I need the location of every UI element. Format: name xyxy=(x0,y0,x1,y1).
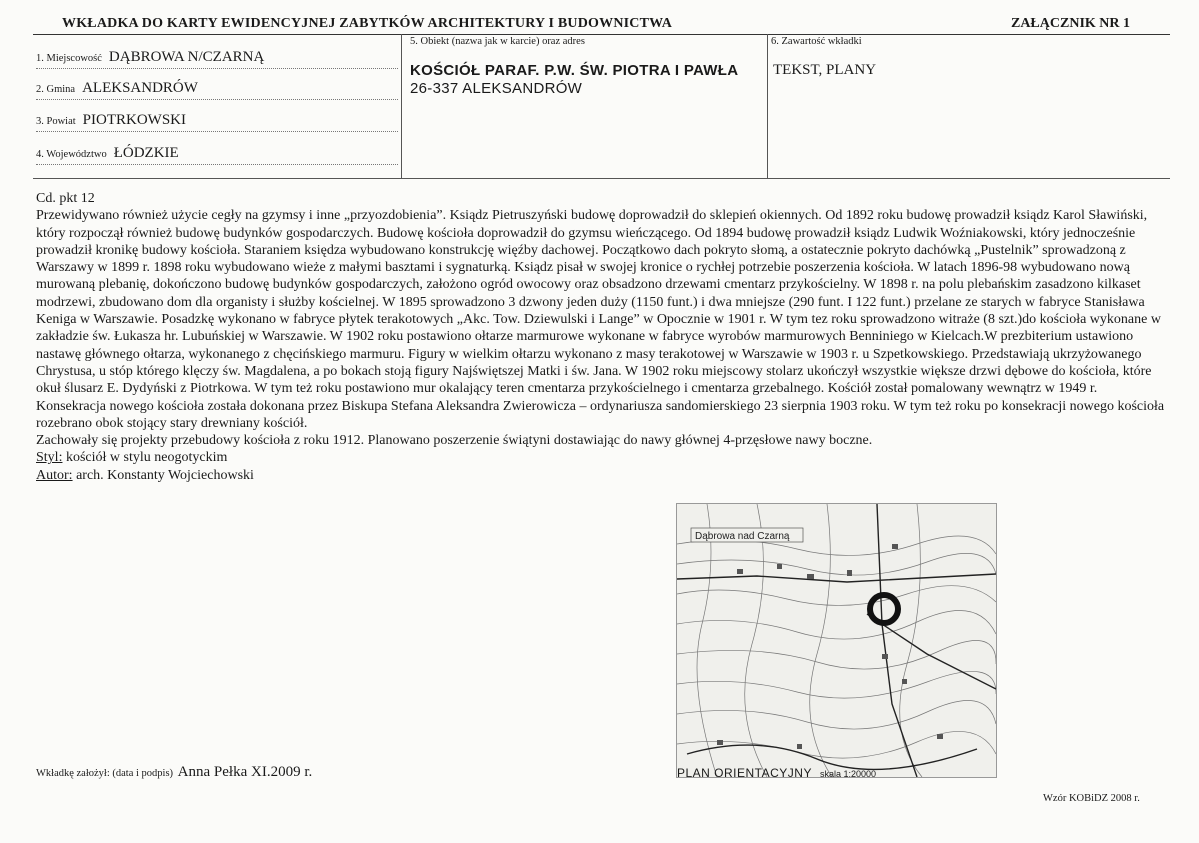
column-divider xyxy=(401,34,402,178)
orientation-map xyxy=(676,503,997,778)
field-commune xyxy=(36,79,398,100)
field-value: ŁÓDZKIE xyxy=(113,145,179,161)
body-text xyxy=(36,190,1168,484)
field-value: PIOTRKOWSKI xyxy=(82,112,187,128)
field-label: 2. Gmina xyxy=(36,84,76,95)
field-value: DĄBROWA N/CZARNĄ xyxy=(108,49,265,65)
map-place-label: Dąbrowa nad Czarną xyxy=(695,531,790,542)
prepared-by xyxy=(36,764,312,781)
attachment-number: ZAŁĄCZNIK NR 1 xyxy=(1010,16,1130,31)
field-voivodeship xyxy=(36,144,398,165)
author-value: arch. Konstanty Wojciechowski xyxy=(72,467,254,483)
contents-label: 6. Zawartość wkładki xyxy=(771,36,862,47)
style-value: kościół w stylu neogotyckim xyxy=(62,450,228,466)
header-rule xyxy=(33,34,1170,35)
contents-value: TEKST, PLANY xyxy=(773,62,877,78)
template-version: Wzór KOBiDZ 2008 r. xyxy=(1043,793,1140,804)
prepared-value: Anna Pełka XI.2009 r. xyxy=(177,764,313,780)
object-address: 26-337 ALEKSANDRÓW xyxy=(410,80,583,97)
map-title: PLAN ORIENTACYJNY xyxy=(677,766,812,780)
column-divider xyxy=(767,34,768,178)
author-label: Autor: xyxy=(36,467,73,483)
field-label: 4. Województwo xyxy=(36,149,107,160)
map-scale: skala 1:20000 xyxy=(819,769,877,779)
section-heading: Cd. pkt 12 xyxy=(36,191,95,206)
topographic-map-image xyxy=(677,504,996,777)
object-name: KOŚCIÓŁ PARAF. P.W. ŚW. PIOTRA I PAWŁA xyxy=(410,62,739,79)
form-bottom-rule xyxy=(33,178,1170,179)
prepared-label: Wkładkę założył: (data i podpis) xyxy=(36,768,174,779)
field-locality xyxy=(36,48,398,69)
projects-paragraph: Zachowały się projekty przebudowy kościoła z roku 1912. Planowano poszerzenie świątyni dostawiając do nawy głównej 4-przęsłowe nawy boczne. xyxy=(36,433,873,449)
document-title: WKŁADKA DO KARTY EWIDENCYJNEJ ZABYTKÓW ARCHITEKTURY I BUDOWNICTWA xyxy=(62,16,673,31)
style-label: Styl: xyxy=(36,450,63,466)
author-line xyxy=(36,467,1168,484)
style-line xyxy=(36,449,1168,466)
church-location-marker xyxy=(870,595,898,623)
field-county xyxy=(36,111,398,132)
field-label: 1. Miejscowość xyxy=(36,53,102,64)
object-label: 5. Obiekt (nazwa jak w karcie) oraz adres xyxy=(410,36,585,47)
history-paragraph: Przewidywano również użycie cegły na gzymsy i inne „przyozdobienia”. Ksiądz Pietruszyński budowę doprowadził do sklepień okiennych. Od 1892 roku budowę prowadził ksiądz Karol Sławiński, który rozpoczął również budowę budynków gospodarczych. Budowę kościoła doprowadził do gzymsu wieńczącego. Od 1894 budowę prowadził ksiądz Ludwik Woźniakowski, który jednocześnie prowadził kronikę budowy kościoła. Staraniem księdza wybudowano konstrukcję więźby dachowej. Początkowo dach pokryto słomą, a ostatecznie pokryto dachówką „Pustelnik” sprowadzoną z Warszawy w 1899 r. 1898 roku wybudowano wieże z małymi basztami i sygnaturką. Ksiądz pisał w swojej kronice o rychłej potrzebie poszerzenia kościoła. W latach 1896-98 wybudowano nową murowaną plebanię, dokończono budowę budynków gospodarczych, założono ogród owocowy oraz obsadzono drzewami cmentarz przykościelny. W 1898 r. na polu plebańskim zasadzono kilkaset modrzewi, zbudowano dom dla organisty i służby kościelnej. W 1895 sprowadzono 3 dzwony jeden duży (1150 funt.) i dwa mniejsze (290 funt. I 122 funt.) przelane ze starych w fabryce Stanisława Keniga w Warszawie. Posadzkę wykonano w fabryce płytek terakotowych „Akc. Tow. Dziewulski i Lange” w Opocznie w 1901 r. W tym tez roku sprowadzono witraże (8 szt.)do kościoła wykonane w zakładzie św. Łukasza hr. Lubuńskiej w Warszawie. W 1902 roku postawiono ołtarze marmurowe wykonane w fabryce wyrobów marmurowych Benniniego w Kielcach.W prezbiterium ustawiono nastawę głównego ołtarza, wykonanego z chęcińskiego marmuru. Figury w wielkim ołtarzu wykonano z masy terakotowej w Warszawie w 1903 r. u Szpetkowskiego. Przedstawiają ukrzyżowanego Chrystusa, u stóp którego klęczy św. Magdalena, a po bokach stoją figury Najświętszej Matki i św. Jana. W 1902 roku miejscowy stolarz ukończył wszystkie większe drzwi dębowe do kościoła, które okuł ślusarz E. Dydyński z Piotrkowa. W tym też roku postawiono mur okalający teren cmentarza przykościelnego i cmentarza grzebalnego. Kościół został pomalowany wewnątrz w 1949 r. Konsekracja nowego kościoła została dokonana przez Biskupa Stefana Aleksandra Zwierowicza – ordynariusza sandomierskiego 23 sierpnia 1903 roku. W tym też roku po konsekracji nowego kościoła rozebrano obok stojący stary drewniany kościół. xyxy=(36,208,1165,431)
field-value: ALEKSANDRÓW xyxy=(82,80,198,96)
field-label: 3. Powiat xyxy=(36,116,76,127)
map-caption xyxy=(677,766,876,780)
